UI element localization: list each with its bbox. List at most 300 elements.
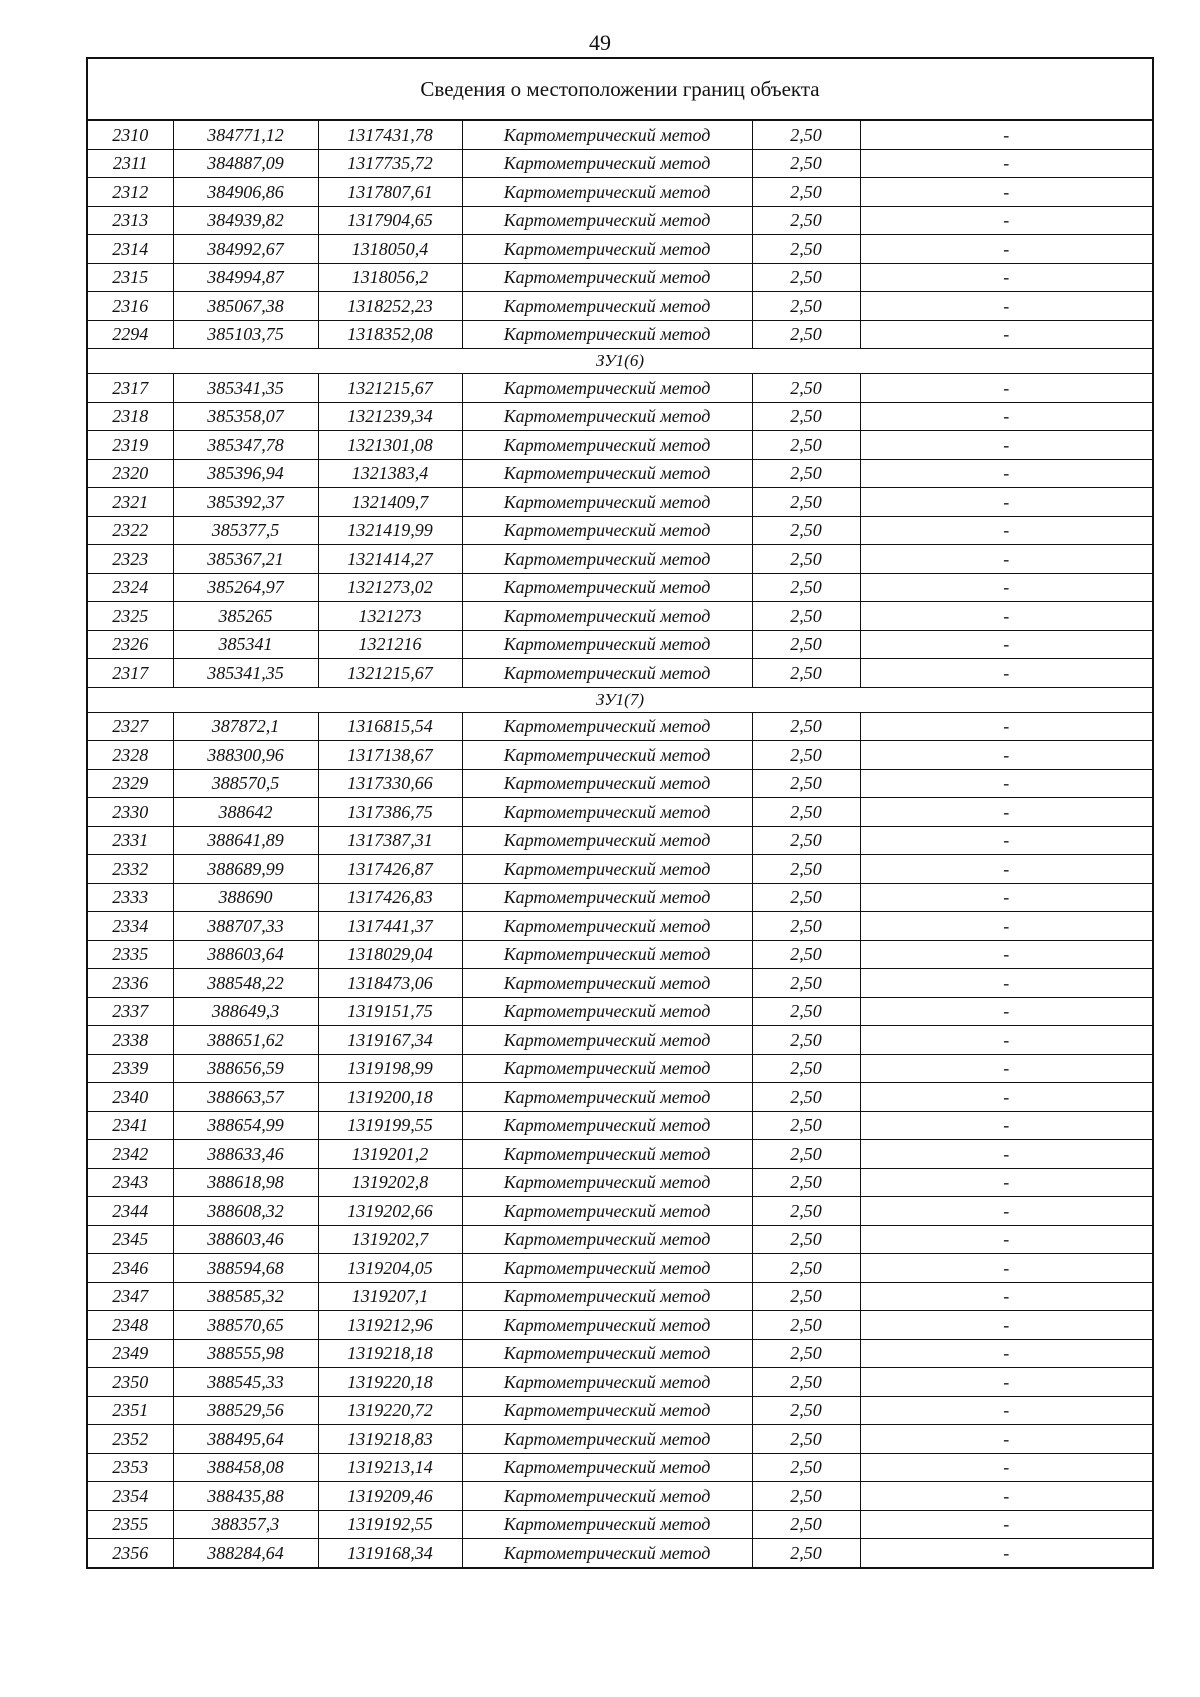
x-coordinate-cell: 385265 xyxy=(173,602,318,631)
accuracy-cell: 2,50 xyxy=(752,769,860,798)
x-coordinate-cell: 384939,82 xyxy=(173,206,318,235)
table-row xyxy=(87,1225,1153,1254)
y-coordinate-cell: 1319168,34 xyxy=(318,1539,462,1568)
accuracy-cell: 2,50 xyxy=(752,659,860,688)
point-number-cell: 2310 xyxy=(87,120,173,149)
point-number-cell: 2317 xyxy=(87,659,173,688)
method-cell: Картометрический метод xyxy=(462,1510,752,1539)
table-row xyxy=(87,1140,1153,1169)
accuracy-cell: 2,50 xyxy=(752,798,860,827)
table-row xyxy=(87,969,1153,998)
description-cell: - xyxy=(860,431,1153,460)
description-cell: - xyxy=(860,602,1153,631)
y-coordinate-cell: 1319201,2 xyxy=(318,1140,462,1169)
description-cell: - xyxy=(860,826,1153,855)
x-coordinate-cell: 388545,33 xyxy=(173,1368,318,1397)
point-number-cell: 2331 xyxy=(87,826,173,855)
table-row xyxy=(87,769,1153,798)
method-cell: Картометрический метод xyxy=(462,1254,752,1283)
group-label: ЗУ1(6) xyxy=(87,349,1153,374)
y-coordinate-cell: 1319202,8 xyxy=(318,1168,462,1197)
method-cell: Картометрический метод xyxy=(462,488,752,517)
method-cell: Картометрический метод xyxy=(462,1425,752,1454)
description-cell: - xyxy=(860,1054,1153,1083)
point-number-cell: 2343 xyxy=(87,1168,173,1197)
y-coordinate-cell: 1318352,08 xyxy=(318,320,462,349)
table-row xyxy=(87,1425,1153,1454)
accuracy-cell: 2,50 xyxy=(752,1254,860,1283)
table-row xyxy=(87,459,1153,488)
table-row xyxy=(87,1339,1153,1368)
table-row xyxy=(87,320,1153,349)
method-cell: Картометрический метод xyxy=(462,573,752,602)
point-number-cell: 2332 xyxy=(87,855,173,884)
accuracy-cell: 2,50 xyxy=(752,1054,860,1083)
accuracy-cell: 2,50 xyxy=(752,292,860,321)
description-cell: - xyxy=(860,545,1153,574)
point-number-cell: 2347 xyxy=(87,1282,173,1311)
description-cell: - xyxy=(860,1111,1153,1140)
table-row xyxy=(87,1396,1153,1425)
method-cell: Картометрический метод xyxy=(462,374,752,403)
point-number-cell: 2314 xyxy=(87,235,173,264)
x-coordinate-cell: 388649,3 xyxy=(173,997,318,1026)
point-number-cell: 2333 xyxy=(87,883,173,912)
description-cell: - xyxy=(860,374,1153,403)
y-coordinate-cell: 1319151,75 xyxy=(318,997,462,1026)
description-cell: - xyxy=(860,320,1153,349)
y-coordinate-cell: 1319209,46 xyxy=(318,1482,462,1511)
description-cell: - xyxy=(860,1339,1153,1368)
y-coordinate-cell: 1321215,67 xyxy=(318,659,462,688)
table-row xyxy=(87,1482,1153,1511)
description-cell: - xyxy=(860,883,1153,912)
method-cell: Картометрический метод xyxy=(462,206,752,235)
accuracy-cell: 2,50 xyxy=(752,402,860,431)
point-number-cell: 2325 xyxy=(87,602,173,631)
description-cell: - xyxy=(860,178,1153,207)
x-coordinate-cell: 388707,33 xyxy=(173,912,318,941)
x-coordinate-cell: 384771,12 xyxy=(173,120,318,149)
method-cell: Картометрический метод xyxy=(462,263,752,292)
method-cell: Картометрический метод xyxy=(462,402,752,431)
point-number-cell: 2318 xyxy=(87,402,173,431)
description-cell: - xyxy=(860,263,1153,292)
y-coordinate-cell: 1318056,2 xyxy=(318,263,462,292)
table-row xyxy=(87,798,1153,827)
y-coordinate-cell: 1319202,7 xyxy=(318,1225,462,1254)
description-cell: - xyxy=(860,206,1153,235)
y-coordinate-cell: 1319220,72 xyxy=(318,1396,462,1425)
y-coordinate-cell: 1321273 xyxy=(318,602,462,631)
description-cell: - xyxy=(860,997,1153,1026)
method-cell: Картометрический метод xyxy=(462,969,752,998)
description-cell: - xyxy=(860,1197,1153,1226)
x-coordinate-cell: 388594,68 xyxy=(173,1254,318,1283)
point-number-cell: 2348 xyxy=(87,1311,173,1340)
x-coordinate-cell: 388458,08 xyxy=(173,1453,318,1482)
description-cell: - xyxy=(860,1083,1153,1112)
point-number-cell: 2315 xyxy=(87,263,173,292)
accuracy-cell: 2,50 xyxy=(752,516,860,545)
table-row xyxy=(87,855,1153,884)
method-cell: Картометрический метод xyxy=(462,1054,752,1083)
x-coordinate-cell: 388651,62 xyxy=(173,1026,318,1055)
x-coordinate-cell: 388284,64 xyxy=(173,1539,318,1568)
point-number-cell: 2335 xyxy=(87,940,173,969)
y-coordinate-cell: 1321239,34 xyxy=(318,402,462,431)
method-cell: Картометрический метод xyxy=(462,1539,752,1568)
description-cell: - xyxy=(860,1425,1153,1454)
boundary-coordinates-table xyxy=(86,57,1154,1569)
x-coordinate-cell: 388641,89 xyxy=(173,826,318,855)
accuracy-cell: 2,50 xyxy=(752,459,860,488)
x-coordinate-cell: 388656,59 xyxy=(173,1054,318,1083)
table-row xyxy=(87,431,1153,460)
point-number-cell: 2340 xyxy=(87,1083,173,1112)
description-cell: - xyxy=(860,1453,1153,1482)
point-number-cell: 2346 xyxy=(87,1254,173,1283)
table-row xyxy=(87,1254,1153,1283)
accuracy-cell: 2,50 xyxy=(752,712,860,741)
y-coordinate-cell: 1321414,27 xyxy=(318,545,462,574)
x-coordinate-cell: 385067,38 xyxy=(173,292,318,321)
table-title: Сведения о местоположении границ объекта xyxy=(87,58,1153,120)
accuracy-cell: 2,50 xyxy=(752,235,860,264)
table-row xyxy=(87,402,1153,431)
description-cell: - xyxy=(860,940,1153,969)
x-coordinate-cell: 388689,99 xyxy=(173,855,318,884)
x-coordinate-cell: 388495,64 xyxy=(173,1425,318,1454)
point-number-cell: 2338 xyxy=(87,1026,173,1055)
description-cell: - xyxy=(860,1311,1153,1340)
method-cell: Картометрический метод xyxy=(462,630,752,659)
table-row xyxy=(87,1311,1153,1340)
table-row xyxy=(87,1168,1153,1197)
point-number-cell: 2329 xyxy=(87,769,173,798)
method-cell: Картометрический метод xyxy=(462,1026,752,1055)
table-row xyxy=(87,1453,1153,1482)
table-row xyxy=(87,602,1153,631)
point-number-cell: 2313 xyxy=(87,206,173,235)
group-label: ЗУ1(7) xyxy=(87,687,1153,712)
description-cell: - xyxy=(860,573,1153,602)
table-row xyxy=(87,545,1153,574)
description-cell: - xyxy=(860,630,1153,659)
x-coordinate-cell: 385341,35 xyxy=(173,374,318,403)
method-cell: Картометрический метод xyxy=(462,516,752,545)
x-coordinate-cell: 385358,07 xyxy=(173,402,318,431)
table-row xyxy=(87,235,1153,264)
description-cell: - xyxy=(860,235,1153,264)
point-number-cell: 2353 xyxy=(87,1453,173,1482)
table-row xyxy=(87,826,1153,855)
method-cell: Картометрический метод xyxy=(462,545,752,574)
accuracy-cell: 2,50 xyxy=(752,206,860,235)
y-coordinate-cell: 1319213,14 xyxy=(318,1453,462,1482)
x-coordinate-cell: 384994,87 xyxy=(173,263,318,292)
accuracy-cell: 2,50 xyxy=(752,1339,860,1368)
table-row xyxy=(87,940,1153,969)
table-row xyxy=(87,1282,1153,1311)
description-cell: - xyxy=(860,1282,1153,1311)
accuracy-cell: 2,50 xyxy=(752,374,860,403)
x-coordinate-cell: 388654,99 xyxy=(173,1111,318,1140)
method-cell: Картометрический метод xyxy=(462,997,752,1026)
x-coordinate-cell: 384887,09 xyxy=(173,149,318,178)
group-header-row xyxy=(87,349,1153,374)
accuracy-cell: 2,50 xyxy=(752,883,860,912)
y-coordinate-cell: 1317330,66 xyxy=(318,769,462,798)
accuracy-cell: 2,50 xyxy=(752,1510,860,1539)
method-cell: Картометрический метод xyxy=(462,659,752,688)
table-body xyxy=(87,58,1153,1568)
table-row xyxy=(87,1026,1153,1055)
point-number-cell: 2294 xyxy=(87,320,173,349)
point-number-cell: 2324 xyxy=(87,573,173,602)
point-number-cell: 2337 xyxy=(87,997,173,1026)
x-coordinate-cell: 387872,1 xyxy=(173,712,318,741)
point-number-cell: 2320 xyxy=(87,459,173,488)
accuracy-cell: 2,50 xyxy=(752,1396,860,1425)
x-coordinate-cell: 385392,37 xyxy=(173,488,318,517)
x-coordinate-cell: 388570,5 xyxy=(173,769,318,798)
accuracy-cell: 2,50 xyxy=(752,1539,860,1568)
y-coordinate-cell: 1319204,05 xyxy=(318,1254,462,1283)
accuracy-cell: 2,50 xyxy=(752,912,860,941)
table-row xyxy=(87,1510,1153,1539)
y-coordinate-cell: 1318050,4 xyxy=(318,235,462,264)
description-cell: - xyxy=(860,912,1153,941)
point-number-cell: 2350 xyxy=(87,1368,173,1397)
description-cell: - xyxy=(860,1140,1153,1169)
accuracy-cell: 2,50 xyxy=(752,120,860,149)
accuracy-cell: 2,50 xyxy=(752,263,860,292)
table-title-row xyxy=(87,58,1153,120)
x-coordinate-cell: 385341 xyxy=(173,630,318,659)
table-row xyxy=(87,488,1153,517)
method-cell: Картометрический метод xyxy=(462,769,752,798)
y-coordinate-cell: 1317426,87 xyxy=(318,855,462,884)
description-cell: - xyxy=(860,1225,1153,1254)
page-number: 49 xyxy=(589,30,611,55)
description-cell: - xyxy=(860,488,1153,517)
accuracy-cell: 2,50 xyxy=(752,1197,860,1226)
description-cell: - xyxy=(860,1510,1153,1539)
method-cell: Картометрический метод xyxy=(462,855,752,884)
table-row xyxy=(87,659,1153,688)
description-cell: - xyxy=(860,1482,1153,1511)
table-row xyxy=(87,120,1153,149)
method-cell: Картометрический метод xyxy=(462,292,752,321)
table-row xyxy=(87,263,1153,292)
point-number-cell: 2354 xyxy=(87,1482,173,1511)
y-coordinate-cell: 1319218,83 xyxy=(318,1425,462,1454)
accuracy-cell: 2,50 xyxy=(752,573,860,602)
method-cell: Картометрический метод xyxy=(462,1282,752,1311)
method-cell: Картометрический метод xyxy=(462,320,752,349)
y-coordinate-cell: 1319218,18 xyxy=(318,1339,462,1368)
x-coordinate-cell: 385341,35 xyxy=(173,659,318,688)
method-cell: Картометрический метод xyxy=(462,912,752,941)
point-number-cell: 2352 xyxy=(87,1425,173,1454)
description-cell: - xyxy=(860,1026,1153,1055)
method-cell: Картометрический метод xyxy=(462,1140,752,1169)
point-number-cell: 2356 xyxy=(87,1539,173,1568)
point-number-cell: 2322 xyxy=(87,516,173,545)
y-coordinate-cell: 1318029,04 xyxy=(318,940,462,969)
x-coordinate-cell: 388603,46 xyxy=(173,1225,318,1254)
y-coordinate-cell: 1316815,54 xyxy=(318,712,462,741)
point-number-cell: 2349 xyxy=(87,1339,173,1368)
x-coordinate-cell: 388529,56 xyxy=(173,1396,318,1425)
point-number-cell: 2321 xyxy=(87,488,173,517)
y-coordinate-cell: 1317386,75 xyxy=(318,798,462,827)
accuracy-cell: 2,50 xyxy=(752,1368,860,1397)
method-cell: Картометрический метод xyxy=(462,1311,752,1340)
description-cell: - xyxy=(860,1368,1153,1397)
table-row xyxy=(87,1368,1153,1397)
method-cell: Картометрический метод xyxy=(462,712,752,741)
accuracy-cell: 2,50 xyxy=(752,1026,860,1055)
method-cell: Картометрический метод xyxy=(462,940,752,969)
method-cell: Картометрический метод xyxy=(462,235,752,264)
description-cell: - xyxy=(860,855,1153,884)
method-cell: Картометрический метод xyxy=(462,1083,752,1112)
y-coordinate-cell: 1317426,83 xyxy=(318,883,462,912)
accuracy-cell: 2,50 xyxy=(752,1225,860,1254)
method-cell: Картометрический метод xyxy=(462,1453,752,1482)
description-cell: - xyxy=(860,1168,1153,1197)
group-header-row xyxy=(87,687,1153,712)
point-number-cell: 2317 xyxy=(87,374,173,403)
y-coordinate-cell: 1317904,65 xyxy=(318,206,462,235)
x-coordinate-cell: 388555,98 xyxy=(173,1339,318,1368)
y-coordinate-cell: 1319199,55 xyxy=(318,1111,462,1140)
table-row xyxy=(87,997,1153,1026)
x-coordinate-cell: 385377,5 xyxy=(173,516,318,545)
y-coordinate-cell: 1321273,02 xyxy=(318,573,462,602)
method-cell: Картометрический метод xyxy=(462,178,752,207)
point-number-cell: 2312 xyxy=(87,178,173,207)
accuracy-cell: 2,50 xyxy=(752,741,860,770)
method-cell: Картометрический метод xyxy=(462,459,752,488)
x-coordinate-cell: 388300,96 xyxy=(173,741,318,770)
accuracy-cell: 2,50 xyxy=(752,855,860,884)
table-row xyxy=(87,374,1153,403)
accuracy-cell: 2,50 xyxy=(752,488,860,517)
point-number-cell: 2316 xyxy=(87,292,173,321)
accuracy-cell: 2,50 xyxy=(752,1425,860,1454)
point-number-cell: 2328 xyxy=(87,741,173,770)
table-row xyxy=(87,149,1153,178)
x-coordinate-cell: 388618,98 xyxy=(173,1168,318,1197)
table-row xyxy=(87,573,1153,602)
x-coordinate-cell: 388633,46 xyxy=(173,1140,318,1169)
accuracy-cell: 2,50 xyxy=(752,178,860,207)
method-cell: Картометрический метод xyxy=(462,149,752,178)
point-number-cell: 2345 xyxy=(87,1225,173,1254)
table-row xyxy=(87,630,1153,659)
x-coordinate-cell: 388690 xyxy=(173,883,318,912)
method-cell: Картометрический метод xyxy=(462,826,752,855)
y-coordinate-cell: 1319220,18 xyxy=(318,1368,462,1397)
x-coordinate-cell: 388642 xyxy=(173,798,318,827)
table-row xyxy=(87,712,1153,741)
y-coordinate-cell: 1317807,61 xyxy=(318,178,462,207)
description-cell: - xyxy=(860,798,1153,827)
x-coordinate-cell: 385103,75 xyxy=(173,320,318,349)
y-coordinate-cell: 1321409,7 xyxy=(318,488,462,517)
description-cell: - xyxy=(860,741,1153,770)
table-row xyxy=(87,178,1153,207)
x-coordinate-cell: 388608,32 xyxy=(173,1197,318,1226)
y-coordinate-cell: 1319192,55 xyxy=(318,1510,462,1539)
table-row xyxy=(87,741,1153,770)
method-cell: Картометрический метод xyxy=(462,120,752,149)
y-coordinate-cell: 1319167,34 xyxy=(318,1026,462,1055)
method-cell: Картометрический метод xyxy=(462,1111,752,1140)
point-number-cell: 2323 xyxy=(87,545,173,574)
accuracy-cell: 2,50 xyxy=(752,431,860,460)
description-cell: - xyxy=(860,1396,1153,1425)
accuracy-cell: 2,50 xyxy=(752,826,860,855)
point-number-cell: 2344 xyxy=(87,1197,173,1226)
point-number-cell: 2341 xyxy=(87,1111,173,1140)
x-coordinate-cell: 385367,21 xyxy=(173,545,318,574)
y-coordinate-cell: 1319198,99 xyxy=(318,1054,462,1083)
accuracy-cell: 2,50 xyxy=(752,1311,860,1340)
y-coordinate-cell: 1317441,37 xyxy=(318,912,462,941)
table-row xyxy=(87,1111,1153,1140)
description-cell: - xyxy=(860,659,1153,688)
description-cell: - xyxy=(860,459,1153,488)
y-coordinate-cell: 1319207,1 xyxy=(318,1282,462,1311)
description-cell: - xyxy=(860,402,1153,431)
table-row xyxy=(87,1083,1153,1112)
x-coordinate-cell: 388585,32 xyxy=(173,1282,318,1311)
y-coordinate-cell: 1321301,08 xyxy=(318,431,462,460)
table-row xyxy=(87,292,1153,321)
point-number-cell: 2326 xyxy=(87,630,173,659)
method-cell: Картометрический метод xyxy=(462,1225,752,1254)
x-coordinate-cell: 388548,22 xyxy=(173,969,318,998)
point-number-cell: 2351 xyxy=(87,1396,173,1425)
point-number-cell: 2339 xyxy=(87,1054,173,1083)
method-cell: Картометрический метод xyxy=(462,1197,752,1226)
table-row xyxy=(87,1539,1153,1568)
description-cell: - xyxy=(860,712,1153,741)
point-number-cell: 2355 xyxy=(87,1510,173,1539)
point-number-cell: 2327 xyxy=(87,712,173,741)
method-cell: Картометрический метод xyxy=(462,602,752,631)
accuracy-cell: 2,50 xyxy=(752,1482,860,1511)
description-cell: - xyxy=(860,1254,1153,1283)
table-row xyxy=(87,912,1153,941)
accuracy-cell: 2,50 xyxy=(752,602,860,631)
accuracy-cell: 2,50 xyxy=(752,1083,860,1112)
method-cell: Картометрический метод xyxy=(462,1482,752,1511)
method-cell: Картометрический метод xyxy=(462,1368,752,1397)
method-cell: Картометрический метод xyxy=(462,1396,752,1425)
accuracy-cell: 2,50 xyxy=(752,149,860,178)
y-coordinate-cell: 1317387,31 xyxy=(318,826,462,855)
x-coordinate-cell: 388357,3 xyxy=(173,1510,318,1539)
y-coordinate-cell: 1321383,4 xyxy=(318,459,462,488)
y-coordinate-cell: 1318252,23 xyxy=(318,292,462,321)
method-cell: Картометрический метод xyxy=(462,741,752,770)
description-cell: - xyxy=(860,149,1153,178)
